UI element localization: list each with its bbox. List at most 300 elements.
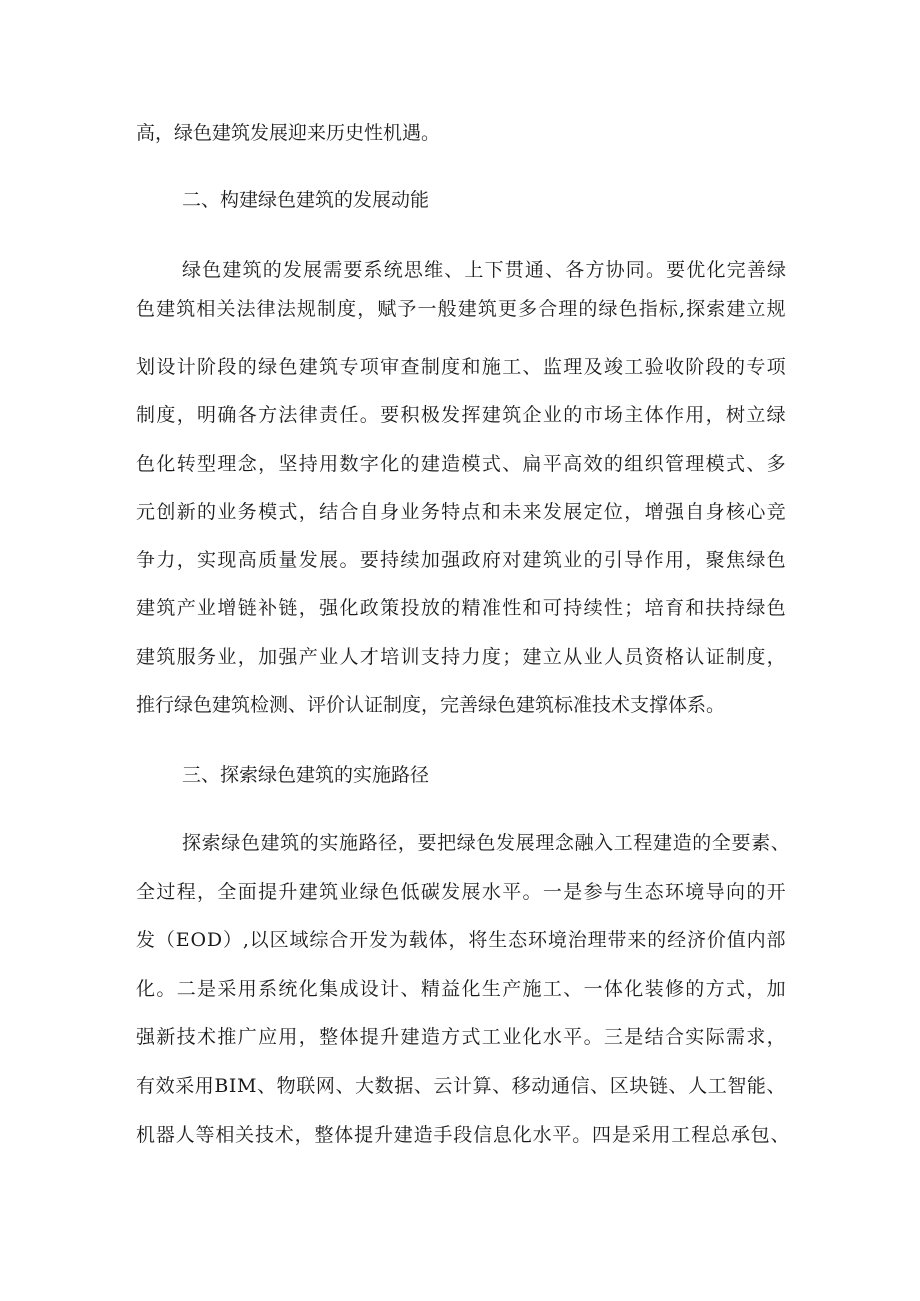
text-glyph: 务 bbox=[420, 501, 440, 523]
text-glyph: 装 bbox=[644, 978, 664, 1000]
text-glyph: 济 bbox=[687, 929, 707, 951]
text-glyph: 环 bbox=[664, 881, 684, 903]
text-glyph: 益 bbox=[441, 978, 461, 1000]
text-glyph: 际 bbox=[705, 1026, 725, 1048]
text-glyph: ， bbox=[705, 404, 725, 426]
text-glyph: 强 bbox=[441, 549, 461, 571]
text-glyph: 加 bbox=[420, 549, 440, 571]
text-glyph: 一 bbox=[417, 298, 437, 320]
text-glyph: ， bbox=[298, 1026, 318, 1048]
text-glyph: 绿 bbox=[258, 356, 278, 378]
text-glyph: 色 bbox=[136, 453, 156, 475]
text-glyph: 建 bbox=[298, 881, 318, 903]
text-glyph: 手 bbox=[433, 1124, 453, 1146]
text-glyph: 提 bbox=[359, 1026, 379, 1048]
text-glyph: 任 bbox=[339, 404, 359, 426]
text-glyph: 化 bbox=[339, 597, 359, 619]
text-glyph: ， bbox=[298, 597, 318, 619]
text-glyph: 业 bbox=[563, 549, 583, 571]
text-glyph: 化 bbox=[380, 453, 400, 475]
text-glyph: 动 bbox=[531, 1075, 551, 1097]
text-glyph: 律 bbox=[298, 404, 318, 426]
text-glyph: 人 bbox=[603, 646, 623, 668]
text-glyph: 程 bbox=[176, 881, 196, 903]
text-glyph: 部 bbox=[766, 929, 786, 951]
text-glyph: 产 bbox=[502, 978, 522, 1000]
text-glyph: 水 bbox=[542, 1026, 562, 1048]
text-glyph: 境 bbox=[685, 881, 705, 903]
text-glyph: 贯 bbox=[504, 259, 524, 281]
text-glyph: 持 bbox=[298, 453, 318, 475]
text-glyph: 性 bbox=[603, 597, 623, 619]
text-glyph: M bbox=[237, 1075, 257, 1097]
text-glyph: 量 bbox=[278, 549, 298, 571]
text-glyph: 展 bbox=[319, 549, 339, 571]
text-glyph: 通 bbox=[550, 1075, 570, 1097]
text-glyph: 。 bbox=[522, 881, 542, 903]
text-glyph: 人 bbox=[688, 1075, 708, 1097]
text-glyph: 水 bbox=[481, 881, 501, 903]
text-glyph: 低 bbox=[400, 881, 420, 903]
text-glyph: 产 bbox=[298, 646, 318, 668]
text-glyph: 开 bbox=[349, 929, 369, 951]
text-glyph: 方 bbox=[705, 978, 725, 1000]
text-glyph: 平 bbox=[502, 881, 522, 903]
text-glyph: 系 bbox=[258, 978, 278, 1000]
text-glyph: 定 bbox=[583, 501, 603, 523]
text-glyph: 全 bbox=[711, 832, 731, 854]
text-glyph: 筑 bbox=[280, 832, 300, 854]
text-glyph: 建 bbox=[298, 356, 318, 378]
text-glyph: 发 bbox=[298, 549, 318, 571]
text-glyph: 业 bbox=[217, 646, 237, 668]
text-glyph: 格 bbox=[664, 646, 684, 668]
text-glyph: 作 bbox=[644, 549, 664, 571]
text-glyph: 规 bbox=[296, 298, 316, 320]
text-glyph: 可 bbox=[542, 597, 562, 619]
text-glyph: 等 bbox=[195, 1124, 215, 1146]
text-glyph: 应 bbox=[258, 1026, 278, 1048]
text-glyph: 合 bbox=[664, 1026, 684, 1048]
text-glyph: 化 bbox=[156, 453, 176, 475]
text-glyph: 探 bbox=[686, 298, 706, 320]
text-glyph: 、 bbox=[590, 1075, 610, 1097]
text-glyph: 提 bbox=[354, 1124, 374, 1146]
text-glyph: 训 bbox=[400, 646, 420, 668]
paragraph-line bbox=[136, 642, 786, 672]
text-glyph: 结 bbox=[319, 501, 339, 523]
text-glyph: 性 bbox=[502, 597, 522, 619]
text-glyph: 规 bbox=[766, 298, 786, 320]
text-glyph: 把 bbox=[437, 832, 457, 854]
text-glyph: 采 bbox=[175, 1075, 195, 1097]
text-glyph: 人 bbox=[175, 1124, 195, 1146]
text-glyph: 和 bbox=[522, 597, 542, 619]
text-glyph: 、 bbox=[413, 1075, 433, 1097]
text-glyph: ， bbox=[258, 453, 278, 475]
text-glyph: 来 bbox=[522, 501, 542, 523]
text-glyph: 和 bbox=[685, 597, 705, 619]
text-glyph: 求 bbox=[746, 1026, 766, 1048]
text-glyph: 筑 bbox=[477, 298, 497, 320]
text-glyph: 工 bbox=[502, 356, 522, 378]
text-glyph: 智 bbox=[727, 1075, 747, 1097]
text-glyph: 值 bbox=[726, 929, 746, 951]
text-glyph: ， bbox=[448, 929, 468, 951]
text-glyph: 要 bbox=[666, 259, 686, 281]
text-glyph: 升 bbox=[278, 881, 298, 903]
text-glyph: 信 bbox=[473, 1124, 493, 1146]
text-glyph: ， bbox=[624, 501, 644, 523]
text-glyph: 工 bbox=[671, 1124, 691, 1146]
text-glyph: 持 bbox=[380, 549, 400, 571]
text-glyph: 模 bbox=[461, 453, 481, 475]
text-glyph: 筑 bbox=[319, 356, 339, 378]
text-glyph: 筑 bbox=[156, 646, 176, 668]
text-glyph: 持 bbox=[725, 597, 745, 619]
text-glyph: 体 bbox=[334, 1124, 354, 1146]
text-glyph: 核 bbox=[725, 501, 745, 523]
text-glyph: 统 bbox=[383, 259, 403, 281]
text-glyph: 策 bbox=[380, 597, 400, 619]
text-glyph: 予 bbox=[397, 298, 417, 320]
text-glyph: 模 bbox=[705, 453, 725, 475]
text-glyph: 色 bbox=[278, 356, 298, 378]
text-glyph: 息 bbox=[492, 1124, 512, 1146]
text-glyph: 高 bbox=[563, 453, 583, 475]
text-glyph: 主 bbox=[624, 404, 644, 426]
text-glyph: 的 bbox=[746, 881, 766, 903]
text-glyph: 模 bbox=[258, 501, 278, 523]
paragraph-line bbox=[136, 294, 786, 324]
paragraph-line bbox=[136, 1120, 790, 1150]
text-glyph: 标 bbox=[658, 298, 678, 320]
text-glyph: 绿 bbox=[746, 597, 766, 619]
text-glyph: 关 bbox=[235, 1124, 255, 1146]
text-glyph: ， bbox=[685, 549, 705, 571]
paragraph-line bbox=[136, 877, 786, 907]
text-glyph: 化 bbox=[512, 1124, 532, 1146]
text-glyph: 用 bbox=[651, 1124, 671, 1146]
text-glyph: 导 bbox=[624, 549, 644, 571]
text-glyph: 径 bbox=[378, 832, 398, 854]
text-glyph: 大 bbox=[355, 1075, 375, 1097]
text-glyph: 放 bbox=[420, 597, 440, 619]
text-glyph: 。 bbox=[583, 1026, 603, 1048]
text-glyph: 要 bbox=[359, 549, 379, 571]
text-glyph: 建 bbox=[457, 298, 477, 320]
text-glyph: 发 bbox=[496, 832, 516, 854]
text-glyph: 建 bbox=[222, 259, 242, 281]
text-glyph: 态 bbox=[508, 929, 528, 951]
text-glyph: 发 bbox=[369, 929, 389, 951]
text-glyph: 质 bbox=[258, 549, 278, 571]
text-glyph: 器 bbox=[155, 1124, 175, 1146]
text-glyph: 绿 bbox=[221, 832, 241, 854]
text-glyph: 育 bbox=[664, 597, 684, 619]
text-glyph: 监 bbox=[542, 356, 562, 378]
text-glyph: 完 bbox=[726, 259, 746, 281]
text-glyph: ， bbox=[746, 978, 766, 1000]
text-glyph: 、 bbox=[400, 978, 420, 1000]
text-glyph: 发 bbox=[136, 929, 156, 951]
text-glyph: 参 bbox=[583, 881, 603, 903]
text-glyph: 方 bbox=[585, 259, 605, 281]
text-glyph: 争 bbox=[136, 549, 156, 571]
text-glyph: 与 bbox=[603, 881, 623, 903]
text-glyph: 的 bbox=[725, 356, 745, 378]
text-glyph: 专 bbox=[339, 356, 359, 378]
text-glyph: 资 bbox=[644, 646, 664, 668]
text-glyph: 精 bbox=[461, 597, 481, 619]
text-glyph: 强 bbox=[136, 1026, 156, 1048]
text-glyph: 体 bbox=[339, 1026, 359, 1048]
text-glyph: I bbox=[228, 1075, 237, 1097]
text-glyph: 体 bbox=[603, 978, 623, 1000]
text-glyph: 场 bbox=[603, 404, 623, 426]
text-glyph: 段 bbox=[705, 356, 725, 378]
text-glyph: 转 bbox=[176, 453, 196, 475]
text-glyph: 入 bbox=[594, 832, 614, 854]
text-glyph: 水 bbox=[532, 1124, 552, 1146]
text-glyph: 、 bbox=[522, 356, 542, 378]
text-glyph: 修 bbox=[664, 978, 684, 1000]
text-glyph: 碳 bbox=[420, 881, 440, 903]
text-glyph: 索 bbox=[706, 298, 726, 320]
text-glyph: 用 bbox=[194, 1075, 214, 1097]
text-glyph: 新 bbox=[176, 501, 196, 523]
text-glyph: 段 bbox=[217, 356, 237, 378]
text-glyph: 度 bbox=[156, 404, 176, 426]
text-glyph: （ bbox=[155, 929, 175, 951]
text-glyph: 投 bbox=[400, 597, 420, 619]
text-glyph: ， bbox=[766, 646, 786, 668]
text-glyph: 工 bbox=[707, 1075, 727, 1097]
text-glyph: 指 bbox=[638, 298, 658, 320]
text-glyph: 管 bbox=[664, 453, 684, 475]
text-glyph: 制 bbox=[316, 298, 336, 320]
paragraph-line bbox=[136, 497, 786, 527]
text-glyph: 理 bbox=[685, 453, 705, 475]
text-glyph: 建 bbox=[522, 549, 542, 571]
text-glyph: 理 bbox=[563, 356, 583, 378]
text-glyph: 明 bbox=[197, 404, 217, 426]
text-glyph: 法 bbox=[278, 404, 298, 426]
text-glyph: 色 bbox=[618, 298, 638, 320]
text-glyph: 升 bbox=[380, 1026, 400, 1048]
text-glyph: 建 bbox=[136, 597, 156, 619]
text-glyph: 工 bbox=[613, 832, 633, 854]
text-glyph: 以 bbox=[249, 929, 269, 951]
text-glyph: ， bbox=[176, 404, 196, 426]
paragraph-line bbox=[136, 400, 786, 430]
text-glyph: 链 bbox=[237, 597, 257, 619]
text-glyph: 化 bbox=[461, 978, 481, 1000]
text-glyph: 段 bbox=[453, 1124, 473, 1146]
text-glyph: 。 bbox=[359, 404, 379, 426]
text-glyph: 计 bbox=[176, 356, 196, 378]
text-glyph: 念 bbox=[554, 832, 574, 854]
text-glyph: 用 bbox=[664, 549, 684, 571]
text-glyph: 建 bbox=[481, 404, 501, 426]
text-glyph: 挥 bbox=[461, 404, 481, 426]
text-glyph: 全 bbox=[136, 881, 156, 903]
text-glyph: 续 bbox=[400, 549, 420, 571]
text-glyph: 划 bbox=[136, 356, 156, 378]
text-glyph: 造 bbox=[672, 832, 692, 854]
text-glyph: 导 bbox=[705, 881, 725, 903]
text-glyph: 业 bbox=[319, 646, 339, 668]
text-glyph: 载 bbox=[408, 929, 428, 951]
text-glyph: 制 bbox=[725, 646, 745, 668]
text-glyph: 为 bbox=[388, 929, 408, 951]
text-glyph: 成 bbox=[339, 978, 359, 1000]
text-glyph: 三 bbox=[603, 1026, 623, 1048]
paragraph-line bbox=[136, 545, 786, 575]
text-glyph: 法 bbox=[236, 298, 256, 320]
text-glyph: 未 bbox=[502, 501, 522, 523]
text-glyph: 补 bbox=[258, 597, 278, 619]
text-glyph: 员 bbox=[624, 646, 644, 668]
text-glyph: 式 bbox=[481, 453, 501, 475]
text-glyph: 的 bbox=[692, 832, 712, 854]
text-glyph: 化 bbox=[298, 978, 318, 1000]
text-glyph: 总 bbox=[711, 1124, 731, 1146]
text-glyph: 采 bbox=[217, 978, 237, 1000]
text-glyph: 用 bbox=[319, 453, 339, 475]
text-glyph: 环 bbox=[528, 929, 548, 951]
text-glyph: 高 bbox=[237, 549, 257, 571]
text-glyph: 引 bbox=[603, 549, 623, 571]
text-glyph: 一 bbox=[542, 881, 562, 903]
text-glyph: 筑 bbox=[176, 298, 196, 320]
section-heading: 二、构建绿色建筑的发展动能 bbox=[182, 189, 430, 211]
text-glyph: ； bbox=[502, 646, 522, 668]
text-glyph: 用 bbox=[237, 978, 257, 1000]
text-glyph: 思 bbox=[403, 259, 423, 281]
text-glyph: 要 bbox=[343, 259, 363, 281]
text-glyph: 、 bbox=[766, 1075, 786, 1097]
text-glyph: 合 bbox=[339, 501, 359, 523]
text-glyph: 推 bbox=[217, 1026, 237, 1048]
text-glyph: 持 bbox=[563, 597, 583, 619]
text-glyph: 经 bbox=[667, 929, 687, 951]
text-glyph: 各 bbox=[565, 259, 585, 281]
text-glyph: 程 bbox=[633, 832, 653, 854]
text-glyph: 焦 bbox=[725, 549, 745, 571]
text-glyph: 建 bbox=[653, 832, 673, 854]
text-glyph: 法 bbox=[276, 298, 296, 320]
text-glyph: 筑 bbox=[156, 597, 176, 619]
text-glyph: 同 bbox=[625, 259, 645, 281]
text-glyph: 的 bbox=[237, 356, 257, 378]
text-glyph: 区 bbox=[609, 1075, 629, 1097]
text-glyph: 的 bbox=[685, 978, 705, 1000]
text-glyph: 作 bbox=[664, 404, 684, 426]
text-glyph: 心 bbox=[746, 501, 766, 523]
text-glyph: 体 bbox=[428, 929, 448, 951]
text-glyph: 下 bbox=[484, 259, 504, 281]
text-glyph: 树 bbox=[725, 404, 745, 426]
text-glyph: 绿 bbox=[766, 259, 786, 281]
text-glyph: B bbox=[214, 1075, 229, 1097]
text-glyph: 才 bbox=[359, 646, 379, 668]
text-glyph: 化 bbox=[706, 259, 726, 281]
text-glyph: 综 bbox=[309, 929, 329, 951]
text-glyph: 将 bbox=[468, 929, 488, 951]
text-glyph: 发 bbox=[282, 259, 302, 281]
paragraph-line bbox=[136, 974, 786, 1004]
text-glyph: 政 bbox=[461, 549, 481, 571]
text-glyph: ， bbox=[197, 881, 217, 903]
text-glyph: 平 bbox=[542, 453, 562, 475]
text-glyph: 用 bbox=[685, 404, 705, 426]
text-glyph: 增 bbox=[217, 597, 237, 619]
text-glyph: 绿 bbox=[456, 832, 476, 854]
text-glyph: 数 bbox=[339, 453, 359, 475]
paragraph-line bbox=[136, 1071, 786, 1101]
text-glyph: 术 bbox=[274, 1124, 294, 1146]
text-glyph: 认 bbox=[685, 646, 705, 668]
text-glyph: 程 bbox=[691, 1124, 711, 1146]
text-glyph: 工 bbox=[481, 1026, 501, 1048]
text-glyph: 的 bbox=[400, 453, 420, 475]
text-glyph: 路 bbox=[358, 832, 378, 854]
text-glyph: 阶 bbox=[685, 356, 705, 378]
text-glyph: 筑 bbox=[319, 881, 339, 903]
text-glyph: 验 bbox=[644, 356, 664, 378]
text-glyph: 度 bbox=[746, 646, 766, 668]
text-glyph: 建 bbox=[260, 832, 280, 854]
paragraph-line: 高，绿色建筑发展迎来历史性机遇。 bbox=[136, 122, 441, 144]
text-glyph: 是 bbox=[197, 978, 217, 1000]
text-glyph: 专 bbox=[746, 356, 766, 378]
text-glyph: 积 bbox=[400, 404, 420, 426]
text-glyph: ； bbox=[624, 597, 644, 619]
text-glyph: 、 bbox=[257, 1075, 277, 1097]
text-glyph: 身 bbox=[380, 501, 400, 523]
text-glyph: 的 bbox=[563, 404, 583, 426]
text-glyph: 是 bbox=[611, 1124, 631, 1146]
text-glyph: 的 bbox=[578, 298, 598, 320]
paragraph-line bbox=[136, 593, 786, 623]
text-glyph: 要 bbox=[417, 832, 437, 854]
text-glyph: 制 bbox=[136, 404, 156, 426]
text-glyph: 信 bbox=[570, 1075, 590, 1097]
text-glyph: 色 bbox=[240, 832, 260, 854]
text-glyph: 化 bbox=[136, 978, 156, 1000]
text-glyph: 筑 bbox=[242, 259, 262, 281]
text-glyph: 绿 bbox=[598, 298, 618, 320]
text-glyph: 对 bbox=[502, 549, 522, 571]
text-glyph: 。 bbox=[645, 259, 665, 281]
text-glyph: 体 bbox=[644, 404, 664, 426]
paragraph-line bbox=[136, 352, 786, 382]
text-glyph: 精 bbox=[420, 978, 440, 1000]
text-glyph: 极 bbox=[420, 404, 440, 426]
text-glyph: 施 bbox=[339, 832, 359, 854]
text-glyph: 索 bbox=[201, 832, 221, 854]
text-glyph: 式 bbox=[278, 501, 298, 523]
text-glyph: 力 bbox=[461, 646, 481, 668]
text-glyph: 机 bbox=[136, 1124, 156, 1146]
text-glyph: 建 bbox=[400, 1026, 420, 1048]
text-glyph: 合 bbox=[538, 298, 558, 320]
paragraph-line bbox=[182, 255, 786, 285]
text-glyph: 项 bbox=[359, 356, 379, 378]
text-glyph: 面 bbox=[237, 881, 257, 903]
text-glyph: 理 bbox=[535, 832, 555, 854]
